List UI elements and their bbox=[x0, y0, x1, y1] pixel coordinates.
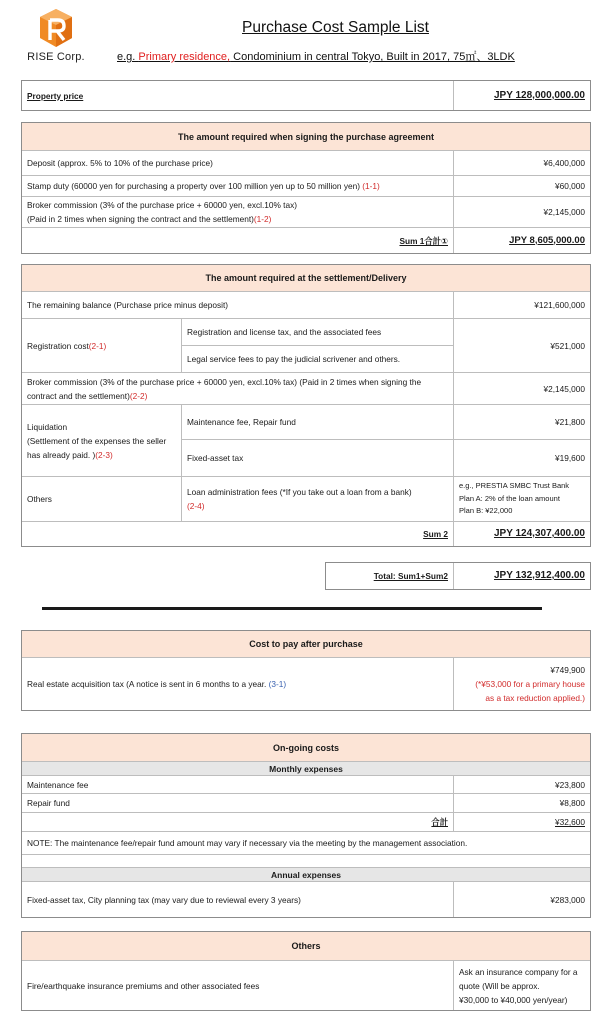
table-row bbox=[22, 373, 591, 405]
section-divider bbox=[42, 607, 542, 610]
ref-2-3: (2-3) bbox=[95, 449, 113, 460]
table-row bbox=[22, 197, 591, 228]
registration-cost-value: ¥521,000 bbox=[454, 319, 591, 373]
remaining-balance-label: The remaining balance (Purchase price minus deposit) bbox=[22, 292, 454, 319]
ref-2-4: (2-4) bbox=[187, 501, 205, 511]
table-row bbox=[22, 477, 591, 522]
sum-row bbox=[22, 522, 591, 547]
company-name: RISE Corp. bbox=[27, 51, 85, 63]
table-row bbox=[22, 961, 591, 1011]
blank-row bbox=[22, 855, 591, 868]
monthly-item-label: Maintenance fee bbox=[22, 776, 454, 794]
table-row bbox=[22, 319, 591, 346]
annual-item-value: ¥283,000 bbox=[454, 882, 591, 918]
monthly-sum-value: ¥32,600 bbox=[454, 813, 591, 832]
acquisition-tax-text: Real estate acquisition tax (A notice is sent in 6 months to a year. bbox=[27, 679, 269, 689]
maintenance-note: NOTE: The maintenance fee/repair fund amount may vary if necessary via the meeting by the management association. bbox=[22, 832, 591, 855]
stamp-duty-text: Stamp duty (60000 yen for purchasing a property over 100 million yen up to 50 million yen) bbox=[27, 181, 363, 191]
property-price-value: JPY 128,000,000.00 bbox=[454, 81, 591, 111]
annual-item-label: Fixed-asset tax, City planning tax (may vary due to reviewal every 3 years) bbox=[22, 882, 454, 918]
others-label: Others bbox=[22, 477, 182, 522]
insurance-note: Ask an insurance company for a bbox=[459, 966, 578, 977]
sum2-label: Sum 2 bbox=[22, 522, 454, 547]
liquidation-item: Fixed-asset tax bbox=[182, 440, 454, 477]
liquidation-desc: (Settlement of the expenses the seller has already paid. ) bbox=[27, 435, 167, 460]
sum2-value: JPY 124,307,400.00 bbox=[454, 522, 591, 547]
loan-fees-text: Loan administration fees (*If you take out a loan from a bank) bbox=[187, 487, 412, 497]
monthly-subheader: Monthly expenses bbox=[22, 762, 591, 776]
subtitle-prefix: e.g. bbox=[117, 51, 139, 63]
ref-3-1: (3-1) bbox=[268, 679, 287, 689]
ref-2-1: (2-1) bbox=[88, 340, 107, 351]
insurance-notes bbox=[454, 961, 591, 1011]
ref-1-1: (1-1) bbox=[362, 181, 380, 191]
broker-text-2: (Paid in 2 times when signing the contract and the settlement) bbox=[27, 214, 254, 224]
table-row bbox=[22, 151, 591, 176]
broker-2-text: Broker commission (3% of the purchase price + 60000 yen, excl.10% tax) (Paid in 2 times when signing the contract and the settlement) bbox=[27, 376, 422, 401]
sum-row bbox=[22, 813, 591, 832]
acquisition-tax-value bbox=[454, 658, 591, 711]
insurance-note: quote (Will be approx. bbox=[459, 980, 540, 991]
broker-text-1: Broker commission (3% of the purchase price + 60000 yen, excl.10% tax) bbox=[27, 200, 298, 210]
settlement-section-header: The amount required at the settlement/Delivery bbox=[22, 265, 591, 292]
after-purchase-table bbox=[21, 630, 591, 711]
deposit-value: ¥6,400,000 bbox=[454, 151, 591, 176]
subtitle-highlight: Primary residence, bbox=[138, 51, 231, 63]
sum1-value: JPY 8,605,000.00 bbox=[454, 228, 591, 254]
registration-cost-label bbox=[22, 319, 182, 373]
registration-item: Registration and license tax, and the associated fees bbox=[182, 319, 454, 346]
registration-text: Registration cost bbox=[27, 340, 89, 351]
monthly-item-value: ¥8,800 bbox=[454, 794, 591, 813]
total-label: Total: Sum1+Sum2 bbox=[326, 563, 454, 590]
signing-costs-table bbox=[21, 122, 591, 254]
table-row bbox=[22, 658, 591, 711]
broker-commission-value: ¥2,145,000 bbox=[454, 197, 591, 228]
monthly-sum-label: 合計 bbox=[22, 813, 454, 832]
table-row bbox=[22, 882, 591, 918]
others-table bbox=[21, 931, 591, 1011]
tax-reduction-note: as a tax reduction applied.) bbox=[485, 693, 585, 703]
liquidation-item-value: ¥21,800 bbox=[454, 405, 591, 440]
loan-note: Plan B: ¥22,000 bbox=[459, 506, 513, 516]
stamp-duty-label bbox=[22, 176, 454, 197]
table-row bbox=[22, 292, 591, 319]
sum1-label: Sum 1合計① bbox=[22, 228, 454, 254]
others-header: Others bbox=[22, 932, 591, 961]
broker-commission-2-label bbox=[22, 373, 454, 405]
ongoing-costs-table bbox=[21, 733, 591, 918]
loan-note: Plan A: 2% of the loan amount bbox=[459, 493, 560, 503]
monthly-item-value: ¥23,800 bbox=[454, 776, 591, 794]
stamp-duty-value: ¥60,000 bbox=[454, 176, 591, 197]
page-title: Purchase Cost Sample List bbox=[242, 19, 429, 36]
ongoing-header: On-going costs bbox=[22, 734, 591, 762]
property-price-table bbox=[21, 80, 591, 111]
signing-section-header: The amount required when signing the purchase agreement bbox=[22, 123, 591, 151]
sum-row bbox=[22, 228, 591, 254]
acquisition-tax-amount: ¥749,900 bbox=[550, 665, 585, 675]
after-purchase-header: Cost to pay after purchase bbox=[22, 631, 591, 658]
liquidation-item-value: ¥19,600 bbox=[454, 440, 591, 477]
liquidation-title: Liquidation bbox=[27, 421, 68, 432]
table-row bbox=[22, 794, 591, 813]
broker-commission-label bbox=[22, 197, 454, 228]
ref-2-2: (2-2) bbox=[129, 390, 148, 401]
acquisition-tax-label bbox=[22, 658, 454, 711]
monthly-item-label: Repair fund bbox=[22, 794, 454, 813]
table-row bbox=[22, 776, 591, 794]
liquidation-item: Maintenance fee, Repair fund bbox=[182, 405, 454, 440]
deposit-label: Deposit (approx. 5% to 10% of the purchase price) bbox=[22, 151, 454, 176]
total-value: JPY 132,912,400.00 bbox=[454, 563, 591, 590]
loan-fees-label bbox=[182, 477, 454, 522]
settlement-costs-table bbox=[21, 264, 591, 547]
total-table bbox=[325, 562, 591, 590]
ref-1-2: (1-2) bbox=[253, 214, 272, 224]
subtitle-rest: Condominium in central Tokyo, Built in 2017, 75㎡、3LDK bbox=[230, 51, 515, 63]
loan-note: e.g., PRESTIA SMBC Trust Bank bbox=[459, 481, 570, 491]
insurance-note: ¥30,000 to ¥40,000 yen/year) bbox=[459, 994, 568, 1005]
company-logo bbox=[24, 8, 88, 70]
remaining-balance-value: ¥121,600,000 bbox=[454, 292, 591, 319]
tax-reduction-note: (*¥53,000 for a primary house bbox=[475, 679, 585, 689]
annual-subheader: Annual expenses bbox=[22, 868, 591, 882]
table-row bbox=[22, 176, 591, 197]
registration-item: Legal service fees to pay the judicial scrivener and others. bbox=[182, 346, 454, 373]
loan-fees-notes bbox=[454, 477, 591, 522]
page-subtitle bbox=[117, 48, 515, 64]
table-row bbox=[22, 405, 591, 440]
broker-commission-2-value: ¥2,145,000 bbox=[454, 373, 591, 405]
insurance-label: Fire/earthquake insurance premiums and other associated fees bbox=[22, 961, 454, 1011]
liquidation-label bbox=[22, 405, 182, 477]
property-price-label: Property price bbox=[22, 81, 454, 111]
